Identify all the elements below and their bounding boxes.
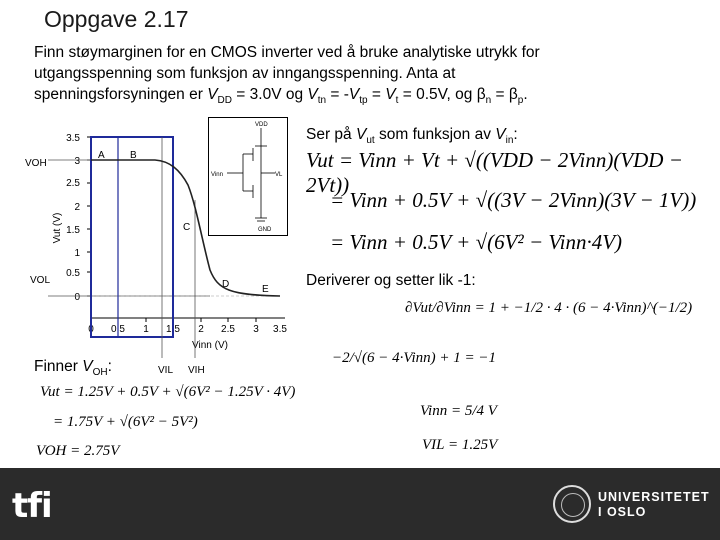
x-tick: 2.5 (221, 324, 235, 335)
equation-vut-subst: = Vinn + 0.5V + √((3V − 2Vinn)(3V − 1V)) (330, 188, 697, 212)
university-name: UNIVERSITETET I OSLO (598, 490, 710, 519)
region-box-outer (91, 137, 173, 337)
y-tick: 3 (74, 156, 80, 167)
equation-derivative: ∂Vut/∂Vinn = 1 + −1/2 · 4 · (6 − 4·Vinn)^(−1/2) (405, 300, 693, 316)
vih-label: VIH (188, 365, 205, 376)
x-tick: 1.5 (166, 324, 180, 335)
vol-label: VOL (30, 275, 51, 286)
region-d: D (222, 279, 230, 290)
y-tick: 1 (74, 248, 80, 259)
equation-vut-general: Vut = Vinn + Vt + √((VDD − 2Vinn)(VDD − 2Vt)) (306, 148, 683, 197)
region-e: E (262, 284, 269, 295)
problem-line-1: Finn støymarginen for en CMOS inverter ved å bruke analytiske utrykk for (34, 44, 540, 61)
vl-label: VL (275, 172, 283, 178)
x-tick: 0.5 (111, 324, 125, 335)
y-tick: 1.5 (66, 225, 80, 236)
left-label: Finner $V_{OH}$: (34, 358, 112, 379)
x-tick: 3 (253, 324, 259, 335)
equation-derivative-set: −2/√(6 − 4·Vinn) + 1 = −1 (332, 350, 496, 366)
x-tick: 3.5 (273, 324, 287, 335)
region-c: C (183, 222, 191, 233)
gnd-label: GND (258, 227, 272, 233)
vinn-label: Vinn (211, 172, 223, 178)
slide-title: Oppgave 2.17 (44, 6, 189, 32)
equation-voh-subst: Vut = 1.25V + 0.5V + √(6V² − 1.25V · 4V) (40, 384, 296, 400)
problem-line-2: utgangsspenning som funksjon av inngangsspenning. Anta at (34, 65, 456, 82)
result-voh: VOH = 2.75V (36, 443, 120, 459)
equation-vut-simplified: = Vinn + 0.5V + √(6V² − Vinn·4V) (330, 230, 623, 254)
vil-label: VIL (158, 365, 174, 376)
right-label-2: Deriverer og setter lik -1: (306, 272, 476, 289)
vdd-label: VDD (255, 122, 268, 128)
region-b: B (130, 150, 137, 161)
region-box-inner (118, 137, 173, 337)
voh-label: VOH (25, 158, 47, 169)
result-vinn: Vinn = 5/4 V (420, 403, 497, 419)
y-tick: 2.5 (66, 178, 80, 189)
x-tick: 2 (198, 324, 204, 335)
x-tick: 1 (143, 324, 149, 335)
problem-line-3: spenningsforsyningen er $V_{DD} = 3.0V$ og $V_{tn} = -V_{tp} = V_t = 0.5V$, og $\beta_n = \beta_p$. (34, 86, 528, 107)
x-tick: 0 (88, 324, 94, 335)
y-tick: 2 (74, 202, 80, 213)
tfi-logo: tfi (12, 486, 52, 526)
y-axis-label: Vut (V) (52, 212, 63, 244)
region-a: A (98, 150, 105, 161)
result-vil: VIL = 1.25V (422, 437, 498, 453)
university-seal-icon (553, 485, 591, 523)
equation-voh-simplified: = 1.75V + √(6V² − 5V²) (53, 414, 198, 430)
y-tick: 0.5 (66, 268, 80, 279)
y-tick: 0 (74, 292, 80, 303)
right-label-1: Ser på $V_{ut}$ som funksjon av $V_{in}$: (306, 126, 518, 147)
cmos-inverter-schematic (208, 117, 288, 236)
y-tick: 3.5 (66, 133, 80, 144)
problem-text (34, 42, 694, 111)
x-axis-label: Vinn (V) (192, 340, 228, 351)
